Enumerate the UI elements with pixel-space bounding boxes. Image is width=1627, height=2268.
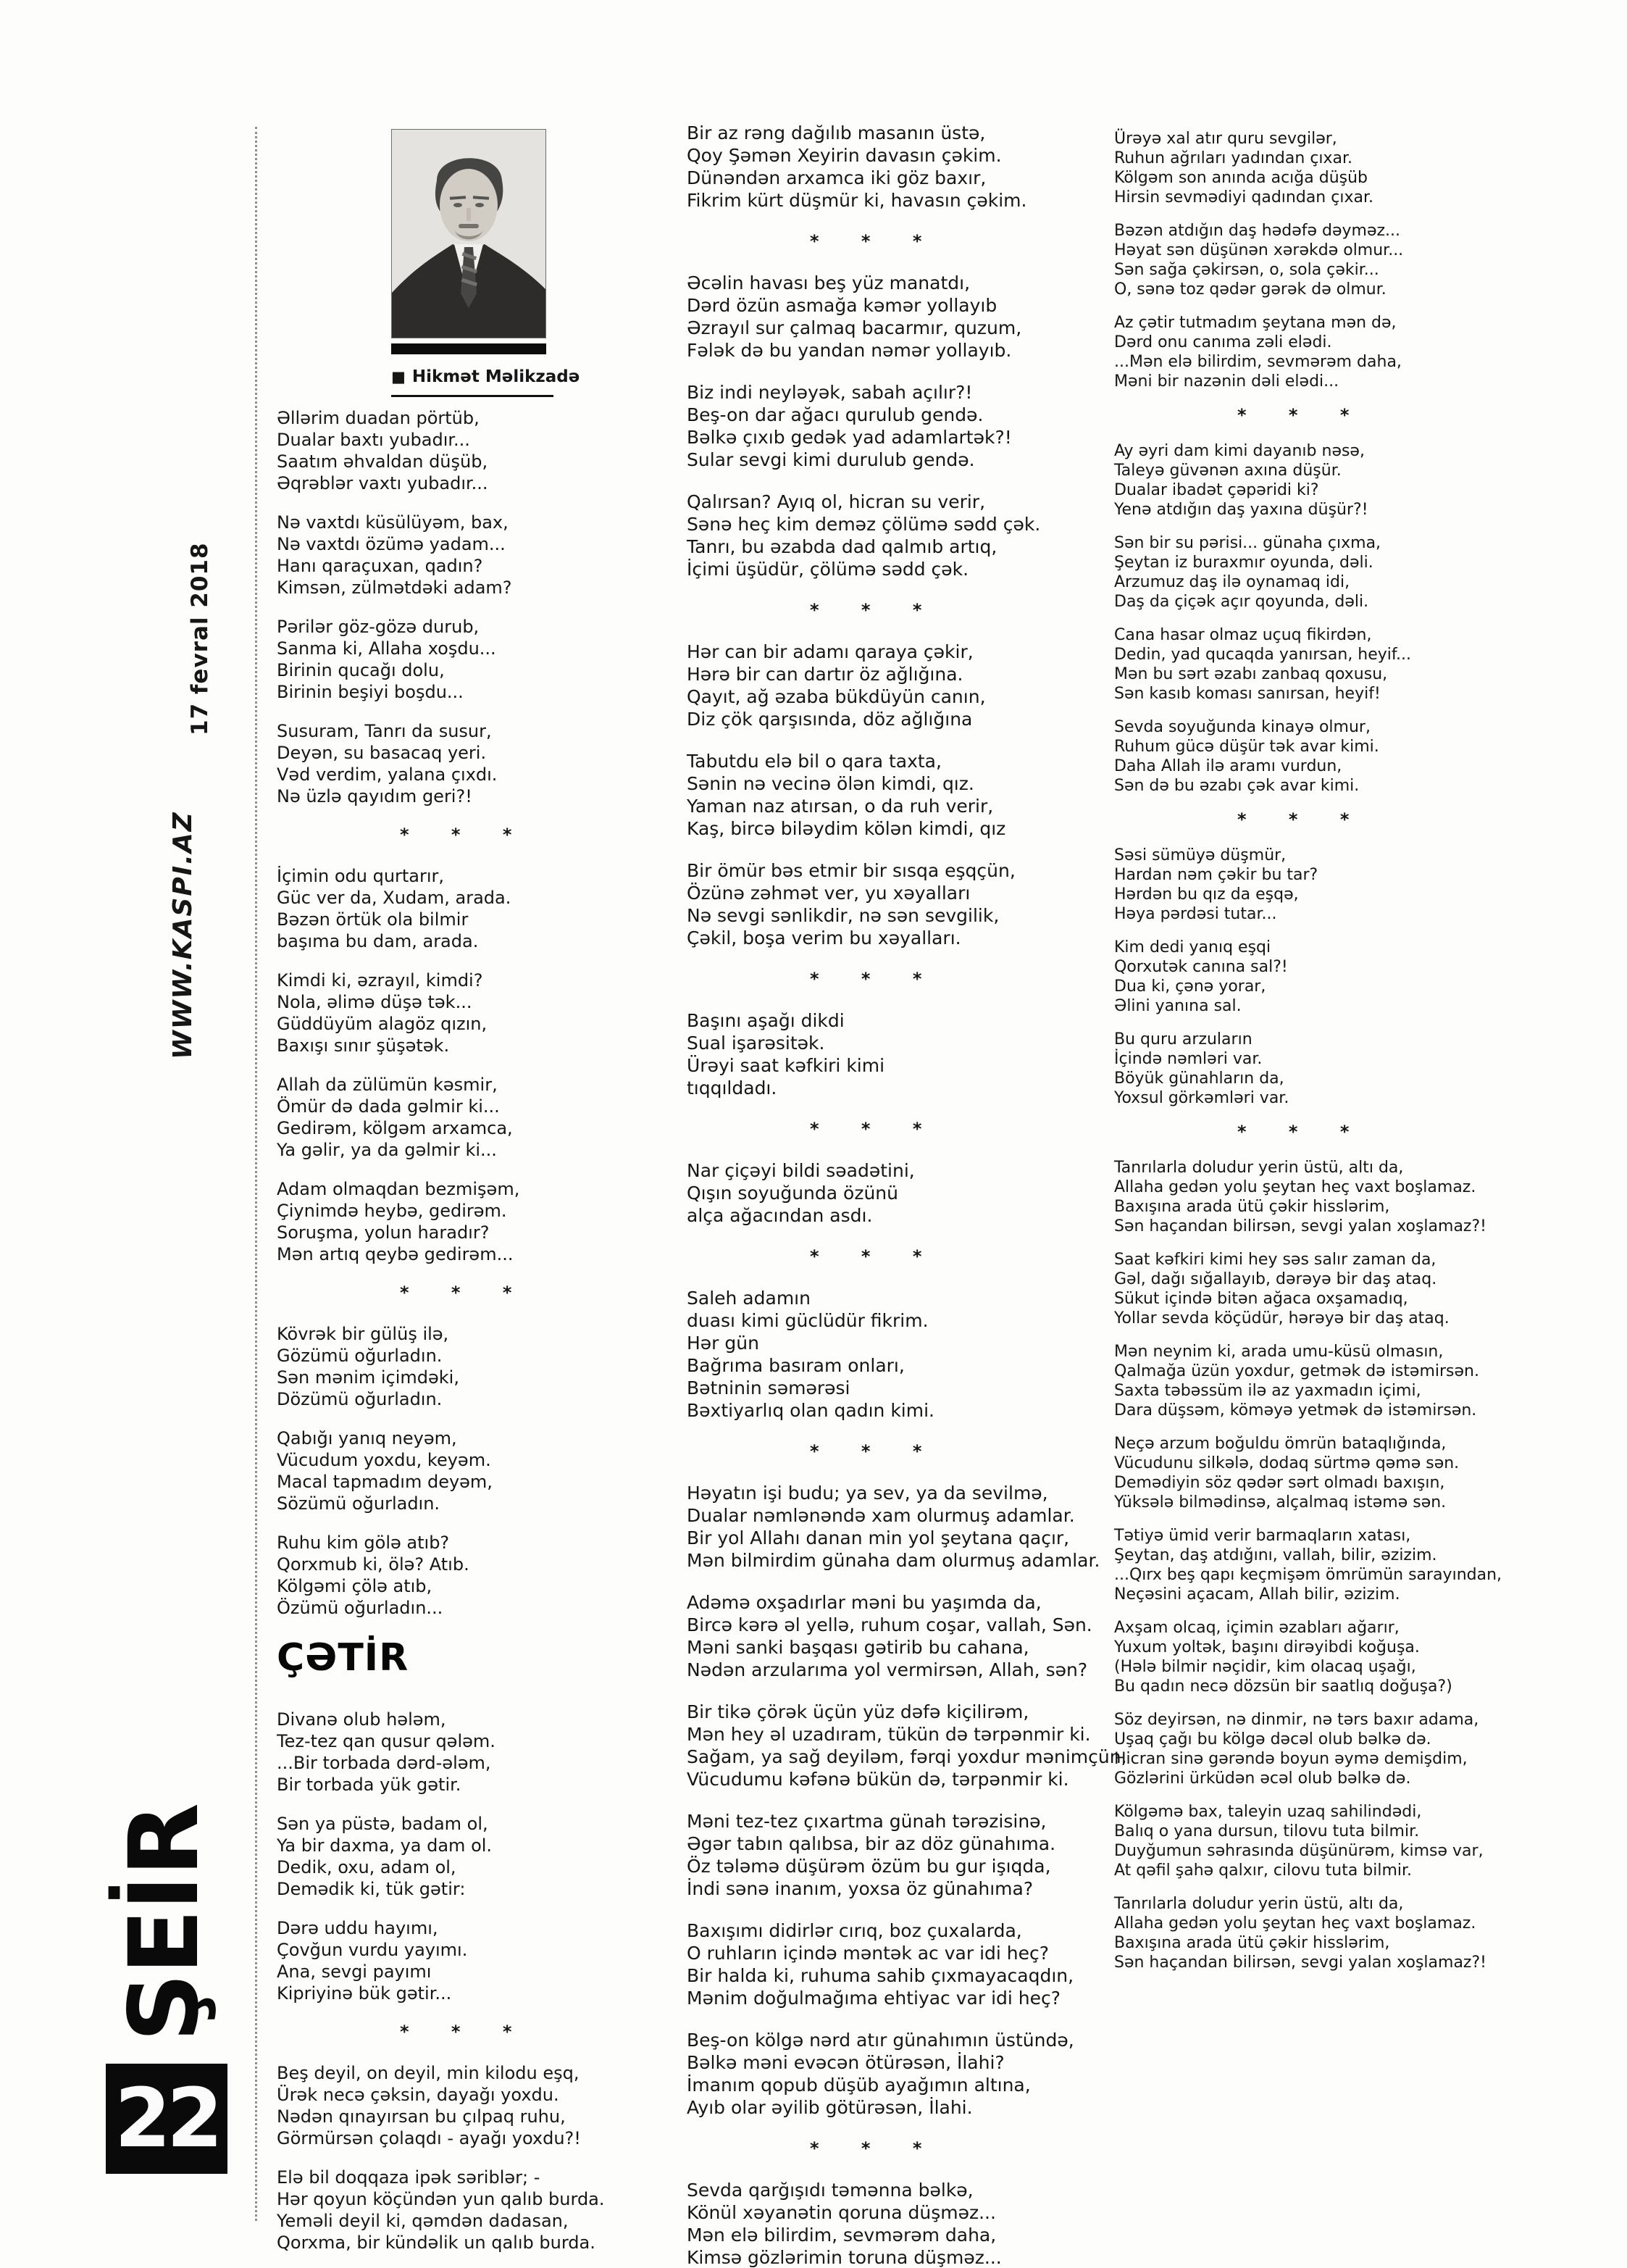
poem-line: Sual işarəsitək. [687, 1033, 825, 1054]
stanza-separator: * * * [810, 1119, 925, 1139]
poem-line: Sevda qarğışıdı təmənna bəlkə, [687, 2180, 974, 2201]
poem-line: Demədiyin söz qədər sərt olmadı baxışın, [1114, 1474, 1445, 1492]
poem-line: Gözlərini ürküdən əcəl olub bəlkə də. [1114, 1769, 1411, 1788]
poem-line: Vücudumu kəfənə bükün də, tərpənmir ki. [687, 1769, 1069, 1790]
poem-stanza [1114, 625, 1563, 704]
poem-stanza [687, 1919, 1078, 2009]
poem-line: Məni bir nazənin dəli elədi... [1114, 372, 1339, 391]
poem-line: Saatım əhvaldan düşüb, [277, 451, 488, 472]
poem-line: Sənə heç kim deməz çölümə sədd çək. [687, 514, 1041, 535]
poem-stanza [277, 1813, 581, 1900]
poem-line: Dara düşsəm, köməyə yetmək də istəmirsən. [1114, 1401, 1477, 1419]
stanza-separator: * * * [1237, 405, 1352, 425]
poem-line: Dedik, oxu, adam ol, [277, 1857, 456, 1877]
poem-line: Güc ver da, Xudam, arada. [277, 888, 511, 908]
poem-stanza [1114, 1030, 1563, 1108]
poem-stanza [1114, 1618, 1563, 1696]
poem-line: Nə sevgi sənlikdir, nə sən sevgilik, [687, 905, 1000, 926]
poem-line: Baxışına arada ütü çəkir hisslərim, [1114, 1198, 1390, 1216]
poem-stanza [1114, 533, 1563, 612]
poem-line: Başını aşağı dikdi [687, 1010, 845, 1031]
poem-line: Qalırsan? Ayıq ol, hicran su verir, [687, 491, 986, 512]
poem-line: Böyük günahların da, [1114, 1070, 1284, 1088]
poem-line: Kölgəm son anında acığa düşüb [1114, 169, 1368, 187]
poem-line: Ruhun ağrıları yadından çıxar. [1114, 149, 1353, 167]
poem-line: Sözümü oğurladın. [277, 1493, 440, 1514]
poem-line: Bəzən örtük ola bilmir [277, 909, 469, 930]
poem-line: Divanə olub hələm, [277, 1709, 446, 1730]
poem-line: Adam olmaqdan bezmişəm, [277, 1179, 520, 1199]
poem-title: ÇƏTİR [277, 1636, 409, 1680]
poem-line: ...Mən elə bilirdim, sevmərəm daha, [1114, 353, 1402, 371]
poem-line: Ürəyi saat kəfkiri kimi [687, 1055, 885, 1076]
poem-line: Saat kəfkiri kimi hey səs salır zaman da, [1114, 1251, 1436, 1269]
poem-line: Yaman naz atırsan, o da ruh verir, [687, 796, 994, 817]
stanza-separator: * * * [400, 2022, 515, 2042]
stanza-separator: * * * [400, 825, 515, 845]
poem-line: Ürək necə çəksin, dayağı yoxdu. [277, 2085, 559, 2105]
poem-line: Söz deyirsən, nə dinmir, nə tərs baxır adama, [1114, 1711, 1479, 1729]
poem-stanza [687, 750, 1078, 840]
poem-line: tıqqıldadı. [687, 1077, 777, 1098]
poem-line: Qayıt, ağ əzaba bükdüyün canın, [687, 686, 986, 707]
poem-line: Axşam olcaq, içimin əzabları ağarır, [1114, 1619, 1400, 1637]
poem-line: alça ağacından asdı. [687, 1205, 873, 1226]
poem-line: Yuxum yoltək, başını dirəyibdi koğuşa. [1114, 1638, 1420, 1656]
poem-line: Vəd verdim, yalana çıxdı. [277, 764, 498, 785]
poem-line: Sən ya püstə, badam ol, [277, 1814, 488, 1834]
page-number-box [106, 2064, 227, 2174]
poem-line: Macal tapmadım deyəm, [277, 1472, 493, 1492]
poem-stanza [277, 2062, 581, 2149]
poem-line: Yüksələ bilmədinsə, alçalmaq istəmə sən. [1114, 1493, 1447, 1512]
poem-line: Allaha gedən yolu şeytan heç vaxt boşlamaz. [1114, 1178, 1476, 1196]
poem-stanza [687, 381, 1078, 471]
poem-line: Sən kasıb koması sanırsan, heyif! [1114, 685, 1381, 703]
poem-line: Soruşma, yolun haradır? [277, 1222, 490, 1243]
poem-line: duası kimi güclüdür fikrim. [687, 1310, 929, 1331]
poem-line: Məni sanki başqası gətirib bu cahana, [687, 1637, 1029, 1658]
poem-line: Nar çiçəyi bildi səadətini, [687, 1160, 915, 1181]
poem-line: Çəkil, boşa verim bu xəyalları. [687, 927, 961, 949]
author-photo [391, 129, 546, 338]
poem-line: Yenə atdığın daş yaxına düşür?! [1114, 501, 1368, 519]
page-number: 22 [114, 2072, 219, 2166]
author-name: Hikmət Məlikzadə [411, 367, 580, 386]
poem-line: Birinin beşiyi boşdu... [277, 682, 464, 702]
poem-line: Saxta təbəssüm ilə az yaxmadın içimi, [1114, 1382, 1421, 1400]
poem-line: Taleyə güvənən axına düşür. [1114, 462, 1342, 480]
poem-line: Hanı qaraçuxan, qadın? [277, 556, 483, 576]
poem-line: Yoxsul görkəmləri var. [1114, 1089, 1289, 1107]
poem-stanza [687, 1591, 1092, 1681]
poem-stanza [277, 2167, 605, 2254]
poem-line: Səsi sümüyə düşmür, [1114, 846, 1287, 864]
poem-line: Tanrı, bu əzabda dad qalmıb artıq, [687, 536, 997, 557]
poem-line: Həyat sən düşünən xərəkdə olmur... [1114, 241, 1404, 259]
poem-line: Güddüyüm alagöz qızın, [277, 1014, 488, 1034]
poem-line: Mən bilmirdim günaha dam olurmuş adamlar. [687, 1550, 1100, 1571]
poem-line: Əqrəblər vaxtı yubadır... [277, 473, 488, 493]
poem-line: Bu quru arzuların [1114, 1030, 1252, 1048]
poem-line: Nə vaxtdı özümə yadam... [277, 534, 506, 554]
caption-square-marker: ■ [391, 367, 406, 385]
poem-line: Vücudum yoxdu, keyəm. [277, 1450, 491, 1470]
poem-line: Gözümü oğurladın. [277, 1346, 443, 1366]
poem-stanza [1114, 129, 1563, 207]
poem-line: Bəxtiyarlıq olan qadın kimi. [687, 1400, 934, 1421]
poem-stanza [1114, 1710, 1563, 1788]
poem-line: Qorxma, bir kündəlik un qalıb burda. [277, 2232, 595, 2253]
poem-line: Biz indi neyləyək, sabah açılır?! [687, 382, 973, 403]
poem-line: Deyən, su basacaq yeri. [277, 743, 487, 763]
poem-line: Sənin nə vecinə ölən kimdi, qız. [687, 773, 974, 794]
poem-line: Şeytan, daş atdığını, vallah, bilir, əzizim. [1114, 1546, 1437, 1564]
poem-line: Əcəlin havası beş yüz manatdı, [687, 272, 971, 293]
poem-line: Gedirəm, kölgəm arxamca, [277, 1118, 513, 1138]
poem-line: Hər qoyun köçündən yun qalıb burda. [277, 2189, 605, 2209]
poem-line: ...Bir torbada dərd-ələm, [277, 1753, 491, 1773]
poem-line: Sən də bu əzabı çək avar kimi. [1114, 777, 1360, 795]
poem-line: Vücudunu silkələ, dodaq sürtmə qəmə sən. [1114, 1454, 1460, 1472]
poem-line: Ya gəlir, ya da gəlmir ki... [277, 1140, 497, 1160]
poem-line: Bir torbada yük gətir. [277, 1775, 461, 1795]
poem-line: Neçəsini açacam, Allah bilir, əzizim. [1114, 1585, 1400, 1604]
poem-line: Yeməli deyil ki, qəmdən dadasan, [277, 2211, 569, 2231]
poem-line: Gəl, dağı sığallayıb, dərəyə bir daş ataq. [1114, 1270, 1437, 1288]
poem-line: Allaha gedən yolu şeytan heç vaxt boşlamaz. [1114, 1914, 1476, 1933]
poem-line: Kölgəmə bax, taleyin uzaq sahilindədi, [1114, 1803, 1422, 1821]
poem-stanza [1114, 938, 1563, 1016]
poem-line: Ya bir daxma, ya dam ol. [277, 1835, 493, 1856]
poem-stanza [277, 1323, 581, 1410]
poem-line: İçində nəmləri var. [1114, 1050, 1263, 1068]
poem-line: Hərdən bu qız da eşqə, [1114, 885, 1299, 904]
poem-line: Ruhum gücə düşür tək avar kimi. [1114, 738, 1379, 756]
poem-line: Kimsən, zülmətdəki adam? [277, 578, 512, 598]
poem-line: İçimi üşüdür, çölümə sədd çək. [687, 559, 969, 580]
poem-line: Kimsə gözlərimin toruna düşməz... [687, 2247, 1002, 2268]
poem-line: Qabığı yanıq neyəm, [277, 1428, 457, 1448]
poem-line: Mən hey əl uzadıram, tükün də tərpənmir ki. [687, 1724, 1091, 1745]
poem-line: Dünəndən arxamca iki göz baxır, [687, 167, 987, 188]
poem-line: İmanım qopub düşüb ayağımın altına, [687, 2075, 1031, 2096]
poem-line: Duyğumun səhrasında düşünürəm, kimsə var, [1114, 1842, 1484, 1860]
poem-line: Fikrim kürt düşmür ki, havasın çəkim. [687, 190, 1027, 211]
poem-line: Daş da çiçək açır qoyunda, dəli. [1114, 593, 1369, 611]
poem-stanza [277, 1532, 581, 1619]
poem-stanza [277, 1427, 581, 1514]
poem-line: Beş-on dar ağacı qurulub gendə. [687, 404, 984, 425]
poem-line: Əllərim duadan pörtüb, [277, 408, 480, 428]
poem-line: Tətiyə ümid verir barmaqların xatası, [1114, 1527, 1411, 1545]
poem-line: Sağam, ya sağ deyiləm, fərqi yoxdur mənimçün, [687, 1746, 1127, 1767]
poem-line: Balıq o yana dursun, tilovu tuta bilmir. [1114, 1822, 1420, 1840]
poem-line: Kölgəmi çölə atıb, [277, 1576, 432, 1596]
poem-line: Demədik ki, tük gətir: [277, 1879, 466, 1899]
poem-line: Mən neynim ki, arada umu-küsü olmasın, [1114, 1343, 1444, 1361]
poem-stanza [1114, 1894, 1563, 1972]
poem-line: Dua ki, çənə yorar, [1114, 977, 1266, 996]
poem-stanza [687, 272, 1078, 362]
poem-line: Sevda soyuğunda kinayə olmur, [1114, 718, 1371, 736]
poem-line: Kövrək bir gülüş ilə, [277, 1324, 449, 1344]
poem-stanza [1114, 221, 1563, 299]
poem-line: Bəlkə çıxıb gedək yad adamlartək?! [687, 427, 1012, 448]
poem-line: Bir az rəng dağılıb masanın üstə, [687, 122, 986, 143]
poem-line: Nola, əlimə düşə tək... [277, 992, 472, 1012]
poem-line: Dərd özün asmağa kəmər yollayıb [687, 295, 997, 316]
poem-line: Qışın soyuğunda özünü [687, 1183, 898, 1204]
poem-stanza [687, 1810, 1078, 1900]
poem-line: Görmürsən çolaqdı - ayağı yoxdu?! [277, 2128, 581, 2148]
poem-line: Uşaq çağı bu kölgə dəcəl olub bəlkə də. [1114, 1730, 1431, 1748]
poem-line: Qoy Şəmən Xeyirin davasın çəkim. [687, 145, 1002, 166]
poem-line: Adəmə oxşadırlar məni bu yaşımda da, [687, 1592, 1042, 1613]
poem-line: Dualar nəmlənəndə xam olurmuş adamlar. [687, 1505, 1075, 1526]
poem-stanza [277, 720, 581, 807]
poem-stanza [1114, 717, 1563, 796]
poem-stanza [277, 970, 581, 1056]
poem-line: Çiynimdə heybə, gedirəm. [277, 1201, 507, 1221]
poem-stanza [687, 1701, 1127, 1790]
poem-stanza [687, 1287, 1078, 1422]
poem-column-middle [687, 122, 1127, 2268]
poem-line: Bəzən atdığın daş hədəfə dəyməz... [1114, 222, 1401, 240]
photo-divider-bar [391, 343, 546, 354]
poem-line: Hirsin sevmədiyi qadından çıxar. [1114, 188, 1373, 207]
poem-line: Baxışı sınır şüşətək. [277, 1035, 450, 1056]
poem-line: başıma bu dam, arada. [277, 931, 479, 951]
poem-line: Könül xəyanətin qoruna düşməz... [687, 2202, 996, 2223]
issue-date: 17 fevral 2018 [187, 542, 213, 735]
imprint-microtext-line [255, 127, 257, 2221]
photo-caption [391, 367, 580, 386]
poem-stanza [687, 122, 1078, 212]
poem-line: Kaş, bircə biləydim kölən kimdi, qız [687, 818, 1006, 839]
poem-line: Baxışımı didirlər cırıq, boz çuxalarda, [687, 1920, 1022, 1941]
poem-stanza [277, 1074, 581, 1161]
poem-stanza [277, 1709, 581, 1796]
poem-stanza [687, 1482, 1100, 1572]
poem-line: Nədən qınayırsan bu çılpaq ruhu, [277, 2106, 566, 2127]
poem-line: İndi sənə inanım, yoxsa öz günahıma? [687, 1878, 1034, 1899]
poem-line: Dərə uddu hayımı, [277, 1918, 438, 1938]
poem-line: Fələk də bu yandan nəmər yollayıb. [687, 340, 1012, 361]
poem-line: Saleh adamın [687, 1288, 811, 1309]
poem-line: Hərə bir can dartır öz ağlığına. [687, 664, 963, 685]
stanza-separator: * * * [400, 1283, 515, 1303]
poem-stanza [1114, 441, 1563, 520]
site-url: WWW.KASPI.AZ [168, 811, 198, 1059]
poem-line: Ana, sevgi payımı [277, 1961, 432, 1982]
caption-underline [391, 395, 553, 397]
poem-line: Cana hasar olmaz uçuq fikirdən, [1114, 626, 1372, 644]
poem-line: Çovğun vurdu yayımı. [277, 1940, 468, 1960]
poem-stanza [1114, 1250, 1563, 1328]
poem-line: Özünə zəhmət ver, yu xəyalları [687, 883, 971, 904]
poem-line: At qəfil şahə qalxır, cilovu tuta bilmir. [1114, 1861, 1413, 1880]
poem-column-right [1114, 129, 1563, 1986]
poem-line: Dözümü oğurladın. [277, 1389, 443, 1409]
poem-line: Mən elə bilirdim, sevmərəm daha, [687, 2225, 997, 2246]
poem-line: Yollar sevda köçüdür, hərəyə bir daş ataq. [1114, 1309, 1450, 1327]
poem-line: Nə üzlə qayıdım geri?! [277, 786, 472, 806]
stanza-separator: * * * [810, 600, 925, 620]
poem-stanza [687, 1159, 1078, 1227]
poem-line: Bir yol Allahı danan min yol şeytana qaçır, [687, 1527, 1070, 1548]
poem-line: Tanrılarla doludur yerin üstü, altı da, [1114, 1895, 1404, 1913]
poem-line: Birinin qucağı dolu, [277, 660, 445, 680]
poem-line: Öz tələmə düşürəm özüm bu gur işıqda, [687, 1856, 1051, 1877]
poem-line: Bir halda ki, ruhuma sahib çıxmayacaqdın, [687, 1965, 1074, 1986]
poem-line: Qorxutək canına sal?! [1114, 958, 1288, 976]
poem-line: Bəlkə məni evəcən ötürəsən, İlahi? [687, 2052, 1005, 2073]
poem-line: Susuram, Tanrı da susur, [277, 721, 492, 741]
poem-stanza [1114, 846, 1563, 924]
poem-line: Bircə kərə əl yellə, ruhum coşar, vallah, Sən. [687, 1614, 1092, 1635]
stanza-separator: * * * [810, 969, 925, 989]
poem-stanza [1114, 1802, 1563, 1880]
poem-line: Sən haçandan bilirsən, sevgi yalan xoşlamaz?! [1114, 1217, 1486, 1235]
poem-line: Nədən arzularıma yol vermirsən, Allah, sən? [687, 1659, 1088, 1680]
poem-stanza [1114, 1434, 1563, 1512]
poem-line: Hər gün [687, 1333, 759, 1354]
poem-line: Ömür də dada gəlmir ki... [277, 1096, 500, 1117]
poem-line: Sən mənim içimdəki, [277, 1367, 459, 1388]
poem-line: Həyatın işi budu; ya sev, ya da sevilmə, [687, 1483, 1048, 1504]
stanza-separator: * * * [810, 231, 925, 251]
poem-line: İçimin odu qurtarır, [277, 866, 445, 886]
poem-line: Sən haçandan bilirsən, sevgi yalan xoşlamaz?! [1114, 1954, 1486, 1972]
poem-line: Tanrılarla doludur yerin üstü, altı da, [1114, 1159, 1404, 1177]
poem-line: Beş deyil, on deyil, min kilodu eşq, [277, 2063, 580, 2083]
poem-stanza [687, 1009, 1078, 1099]
poem-line: Baxışına arada ütü çəkir hisslərim, [1114, 1934, 1390, 1952]
poem-line: Əlini yanına sal. [1114, 997, 1242, 1015]
poem-line: Sən sağa çəkirsən, o, sola çəkir... [1114, 261, 1379, 279]
poem-line: Bətninin səmərəsi [687, 1377, 850, 1398]
poem-stanza [1114, 1526, 1563, 1604]
poem-line: Dərd onu canıma zəli elədi. [1114, 333, 1332, 351]
poem-line: Hicran sinə gərəndə boyun əymə demişdim, [1114, 1750, 1468, 1768]
poem-line: Diz çök qarşısında, döz ağlığına [687, 709, 973, 730]
poem-line: Dedin, yad qucaqda yanırsan, heyif... [1114, 646, 1412, 664]
poem-line: Əgər tabın qalıbsa, bir az döz günahıma. [687, 1833, 1056, 1854]
poem-line: Ürəyə xal atır quru sevgilər, [1114, 130, 1337, 148]
poem-line: Tabutdu elə bil o qara taxta, [687, 751, 942, 772]
poem-line: Dualar baxtı yubadır... [277, 430, 470, 450]
author-figure [391, 129, 580, 397]
poem-line: Tez-tez qan qusur qələm. [277, 1731, 495, 1751]
poem-line: Bir ömür bəs etmir bir sısqa eşqçün, [687, 860, 1016, 881]
poem-line: Hardan nəm çəkir bu tar? [1114, 866, 1318, 884]
poem-line: Bir tikə çörək üçün yüz dəfə kiçilirəm, [687, 1701, 1029, 1722]
poem-line: Sükut içində bitən ağaca oxşamadıq, [1114, 1290, 1408, 1308]
poem-line: Şeytan iz buraxmır oyunda, dəli. [1114, 554, 1373, 572]
poem-line: Allah da zülümün kəsmir, [277, 1075, 498, 1095]
stanza-separator: * * * [810, 1246, 925, 1267]
poem-stanza [277, 512, 581, 599]
poem-line: Qalmağa üzün yoxdur, getmək də istəmirsən. [1114, 1362, 1479, 1380]
poem-line: Kipriyinə bük gətir... [277, 1983, 452, 2004]
poem-line: Ay əyri dam kimi dayanıb nəsə, [1114, 442, 1365, 460]
poem-stanza [277, 1178, 581, 1265]
poem-line: Mənim doğulmağıma ehtiyac var idi heç? [687, 1988, 1061, 2009]
poem-line: O, sənə toz qədər gərək də olmur. [1114, 280, 1386, 299]
poem-line: Bağrıma basıram onları, [687, 1355, 905, 1376]
stanza-separator: * * * [810, 1441, 925, 1462]
poem-line: Kim dedi yanıq eşqi [1114, 938, 1271, 956]
poem-line: Sanma ki, Allaha xoşdu... [277, 638, 496, 659]
poem-stanza [687, 2029, 1078, 2119]
poem-line: Mən bu sərt əzabı zanbaq qoxusu, [1114, 665, 1388, 683]
poem-line: Pərilər göz-gözə durub, [277, 617, 480, 637]
poem-line: Dualar ibadət çəpəridi ki? [1114, 481, 1319, 499]
poem-line: Elə bil doqqaza ipək səriblər; - [277, 2167, 540, 2188]
poem-line: Sən bir su pərisi... günaha çıxma, [1114, 534, 1381, 552]
stanza-separator: * * * [1237, 1122, 1352, 1142]
poem-stanza [687, 491, 1078, 580]
poem-line: Qorxmub ki, ölə? Atıb. [277, 1554, 469, 1575]
poem-stanza [687, 2179, 1078, 2268]
poem-line: Əzrayıl sur çalmaq bacarmır, quzum, [687, 317, 1022, 338]
stanza-separator: * * * [1237, 809, 1352, 830]
poem-line: Arzumuz daş ilə oynamaq idi, [1114, 573, 1350, 591]
poem-line: Daha Allah ilə aramı vurdun, [1114, 757, 1342, 775]
poem-line: Mən artıq qeybə gedirəm... [277, 1244, 514, 1264]
poem-line: Ruhu kim gölə atıb? [277, 1533, 450, 1553]
poem-stanza [687, 859, 1078, 949]
poem-stanza [277, 1917, 581, 2004]
poem-stanza [277, 407, 581, 494]
poem-line: Məni tez-tez çıxartma günah tərəzisinə, [687, 1811, 1047, 1832]
poem-stanza [1114, 313, 1563, 391]
poem-line: Bu qadın necə dözsün bir saatlıq doğuşa?) [1114, 1677, 1452, 1696]
poem-line: Kimdi ki, əzrayıl, kimdi? [277, 970, 483, 991]
poem-line: ...Qırx beş qapı keçmişəm ömrümün sarayından, [1114, 1566, 1502, 1584]
poem-line: (Hələ bilmir nəçidir, kim olacaq uşağı, [1114, 1658, 1416, 1676]
poem-line: Ayıb olar əyilib götürəsən, İlahi. [687, 2097, 973, 2118]
poem-stanza [277, 865, 581, 952]
poem-line: Az çətir tutmadım şeytana mən də, [1114, 314, 1397, 332]
poem-line: Sular sevgi kimi durulub gendə. [687, 449, 975, 470]
poem-line: Nə vaxtdı küsülüyəm, bax, [277, 512, 509, 533]
poem-stanza [1114, 1342, 1563, 1420]
poem-column-left [277, 407, 605, 2268]
poem-line: Həya pərdəsi tutar... [1114, 905, 1277, 923]
poem-line: Özümü oğurladın... [277, 1598, 443, 1618]
poem-stanza [687, 641, 1078, 730]
section-title: ŞEİR [109, 1804, 220, 2042]
stanza-separator: * * * [810, 2138, 925, 2159]
poem-line: Neçə arzum boğuldu ömrün bataqlığında, [1114, 1435, 1447, 1453]
poem-line: O ruhların içində məntək ac var idi heç? [687, 1943, 1050, 1964]
poem-stanza [277, 616, 581, 703]
poem-line: Beş-on kölgə nərd atır günahımın üstündə, [687, 2030, 1074, 2051]
poem-stanza [1114, 1158, 1563, 1236]
poem-line: Hər can bir adamı qaraya çəkir, [687, 641, 974, 662]
